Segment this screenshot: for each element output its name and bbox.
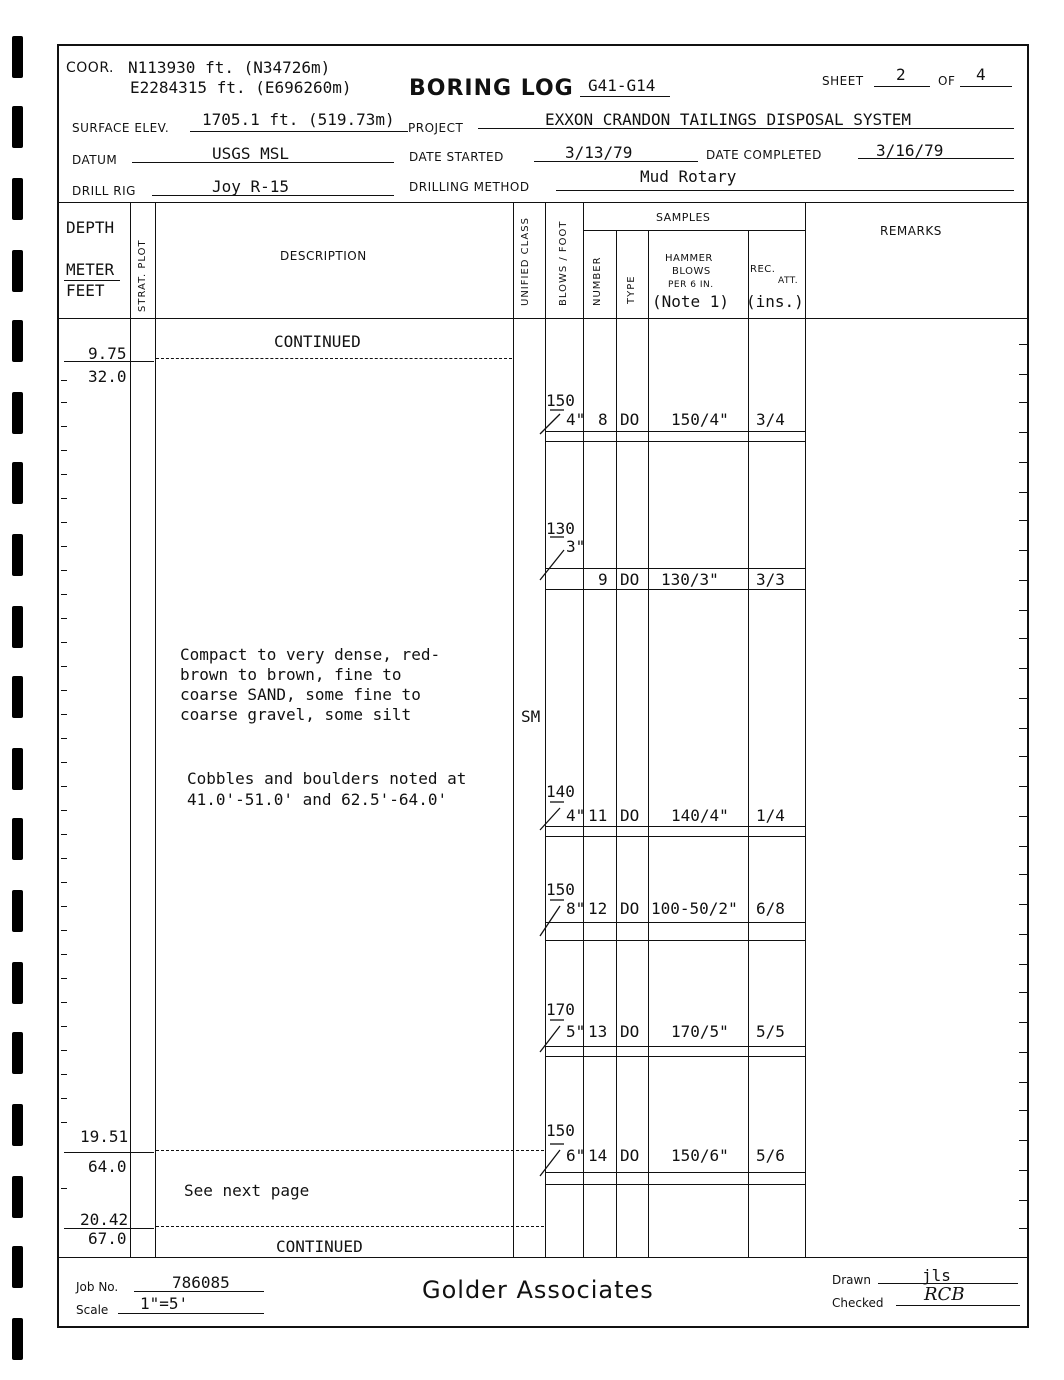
binder-hole	[12, 1318, 23, 1360]
binder-hole	[12, 106, 23, 148]
remarks-header: REMARKS	[880, 224, 942, 238]
binder-hole	[12, 676, 23, 718]
hammer-header-2: BLOWS	[672, 266, 711, 277]
unified-class-header: UNIFIED CLASS	[520, 217, 531, 306]
depth-top-feet: 32.0	[88, 367, 127, 386]
sample-type: DO	[620, 899, 640, 918]
blow-count-top: 140	[546, 782, 575, 801]
recovery: 3/3	[756, 570, 785, 589]
binder-hole	[12, 1246, 23, 1288]
blow-count-bottom: 8"	[566, 899, 586, 918]
binder-hole	[12, 606, 23, 648]
sample-number: 14	[588, 1146, 608, 1165]
recovery: 5/6	[756, 1146, 785, 1165]
hammer-blows: 150/6"	[671, 1146, 729, 1165]
sample-type: DO	[620, 570, 640, 589]
of-label: OF	[938, 74, 956, 88]
checked-label: Checked	[832, 1296, 884, 1310]
sample-number: 13	[588, 1022, 608, 1041]
rec-header: REC.	[750, 264, 776, 275]
date-started: 3/13/79	[565, 143, 633, 162]
sample-type: DO	[620, 806, 640, 825]
blow-count-top: 130	[546, 519, 575, 538]
recovery: 3/4	[756, 410, 785, 429]
date-started-label: DATE STARTED	[409, 150, 504, 164]
blow-count-top: 150	[546, 1121, 575, 1140]
hammer-blows: 170/5"	[671, 1022, 729, 1041]
type-header: TYPE	[626, 275, 637, 304]
samples-header: SAMPLES	[656, 211, 711, 224]
feet-header: FEET	[66, 281, 105, 300]
unified-class-value: SM	[521, 707, 541, 726]
form-title: BORING LOG	[409, 76, 574, 101]
depth-mid-feet: 64.0	[88, 1157, 127, 1176]
project-label: PROJECT	[408, 121, 464, 135]
blow-count-top: 150	[546, 391, 575, 410]
sample-number: 12	[588, 899, 608, 918]
hammer-blows: 150/4"	[671, 410, 729, 429]
datum: USGS MSL	[212, 144, 290, 163]
scale-label: Scale	[76, 1303, 109, 1317]
drawn-by: jls	[922, 1266, 951, 1285]
blow-count-bottom: 4"	[566, 806, 586, 825]
cobbles-note-1: Cobbles and boulders noted at	[187, 769, 467, 788]
binder-hole	[12, 178, 23, 220]
description-line-2: brown to brown, fine to	[180, 665, 402, 684]
surface-elev: 1705.1 ft. (519.73m)	[202, 110, 395, 129]
coor-east: E2284315 ft. (E696260m)	[130, 78, 352, 97]
hammer-blows: 130/3"	[661, 570, 719, 589]
binder-hole	[12, 250, 23, 292]
binder-hole	[12, 890, 23, 932]
strat-plot-header: STRAT. PLOT	[137, 239, 148, 312]
binder-hole	[12, 534, 23, 576]
drill-rig: Joy R-15	[212, 177, 290, 196]
drilling-method: Mud Rotary	[640, 167, 737, 186]
checked-by-signature: RCB	[924, 1284, 965, 1305]
depth-bot-meter: 20.42	[80, 1210, 129, 1229]
blow-count-top: 150	[546, 880, 575, 899]
blow-count-bottom: 3"	[566, 537, 586, 556]
meter-header: METER	[66, 260, 115, 279]
surface-elev-label: SURFACE ELEV.	[72, 121, 170, 135]
sample-number: 9	[598, 570, 608, 589]
binder-hole	[12, 462, 23, 504]
drawn-label: Drawn	[832, 1273, 871, 1287]
binder-hole	[12, 962, 23, 1004]
job-no-label: Job No.	[76, 1280, 119, 1294]
scale-value: 1"=5'	[140, 1294, 189, 1313]
date-completed: 3/16/79	[876, 141, 944, 160]
depth-bot-feet: 67.0	[88, 1229, 127, 1248]
blow-count-bottom: 5"	[566, 1022, 586, 1041]
depth-mid-meter: 19.51	[80, 1127, 129, 1146]
company-name: Golder Associates	[422, 1276, 654, 1304]
binder-hole	[12, 748, 23, 790]
hammer-header-1: HAMMER	[665, 253, 713, 264]
binder-hole	[12, 1176, 23, 1218]
description-line-4: coarse gravel, some silt	[180, 705, 412, 724]
sample-type: DO	[620, 1022, 640, 1041]
project-name: EXXON CRANDON TAILINGS DISPOSAL SYSTEM	[545, 110, 912, 129]
sheet-number: 2	[896, 65, 906, 84]
recovery: 6/8	[756, 899, 785, 918]
sample-type: DO	[620, 410, 640, 429]
blow-count-bottom: 6"	[566, 1146, 586, 1165]
hammer-blows: 100-50/2"	[651, 899, 738, 918]
coor-label: COOR.	[66, 60, 114, 76]
recovery: 1/4	[756, 806, 785, 825]
continued-top: CONTINUED	[274, 332, 361, 351]
coor-north: N113930 ft. (N34726m)	[128, 58, 331, 77]
description-line-3: coarse SAND, some fine to	[180, 685, 421, 704]
sheet-total: 4	[976, 65, 986, 84]
att-header: ATT.	[778, 276, 799, 286]
sample-number: 11	[588, 806, 608, 825]
binder-hole	[12, 1032, 23, 1074]
depth-header: DEPTH	[66, 218, 115, 237]
binder-hole	[12, 818, 23, 860]
binder-hole	[12, 320, 23, 362]
drilling-method-label: DRILLING METHOD	[409, 180, 530, 194]
sample-type: DO	[620, 1146, 640, 1165]
boring-id: G41-G14	[588, 76, 656, 95]
blows-foot-header: BLOWS / FOOT	[558, 220, 569, 306]
hammer-header-3: PER 6 IN.	[668, 280, 714, 290]
datum-label: DATUM	[72, 153, 118, 167]
description-header: DESCRIPTION	[280, 249, 367, 263]
sample-number: 8	[598, 410, 608, 429]
sheet-label: SHEET	[822, 74, 864, 88]
number-header: NUMBER	[592, 256, 603, 306]
description-line-1: Compact to very dense, red-	[180, 645, 441, 664]
drill-rig-label: DRILL RIG	[72, 184, 136, 198]
hammer-blows: 140/4"	[671, 806, 729, 825]
sampler-marks	[530, 390, 590, 1210]
date-completed-label: DATE COMPLETED	[706, 148, 822, 162]
blow-count-bottom: 4"	[566, 410, 586, 429]
ins-header: (ins.)	[746, 292, 804, 311]
binder-hole	[12, 1104, 23, 1146]
depth-top-meter: 9.75	[88, 344, 127, 363]
binder-hole	[12, 36, 23, 78]
continued-bottom: CONTINUED	[276, 1237, 363, 1256]
recovery: 5/5	[756, 1022, 785, 1041]
cobbles-note-2: 41.0'-51.0' and 62.5'-64.0'	[187, 790, 448, 809]
hammer-note: (Note 1)	[652, 292, 730, 311]
job-number: 786085	[172, 1273, 230, 1292]
blow-count-top: 170	[546, 1000, 575, 1019]
see-next-page: See next page	[184, 1181, 310, 1200]
binder-hole	[12, 392, 23, 434]
